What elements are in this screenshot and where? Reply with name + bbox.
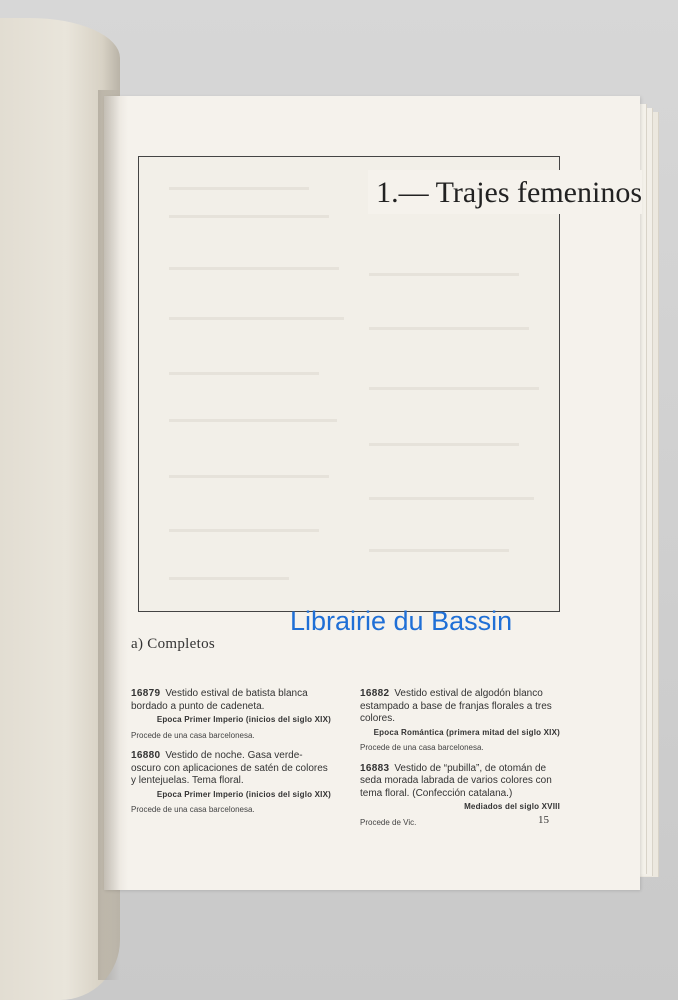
entry-description: Vestido estival de algodón blanco estampado a base de franjas florales a tres colores. <box>360 688 552 724</box>
watermark-text: Librairie du Bassin <box>290 606 513 636</box>
entry-number: 16879 <box>131 688 161 699</box>
entry-number: 16880 <box>131 750 161 761</box>
entry-period: Epoca Primer Imperio (inicios del siglo XIX) <box>156 789 331 799</box>
entry-description: Vestido estival de batista blanca bordado a punto de cadeneta. <box>131 688 308 712</box>
entry-period: Epoca Primer Imperio (inicios del siglo XIX) <box>156 715 331 724</box>
entry-number: 16883 <box>360 762 390 774</box>
book-gutter-shadow <box>98 90 120 980</box>
catalog-column-right <box>360 688 560 837</box>
book-page <box>104 96 640 890</box>
entry-description: Vestido de noche. Gasa verde-oscuro con aplicaciones de satén de colores y lentejuelas. Tema floral. <box>131 750 328 786</box>
catalog-entry <box>360 763 560 830</box>
facing-page-bleed-through <box>10 438 70 498</box>
entry-period: Mediados del siglo XVIII <box>464 802 560 811</box>
entry-number: 16882 <box>360 688 390 699</box>
entry-period: Epoca Romántica (primera mitad del siglo XIX) <box>373 727 560 737</box>
entry-origin: Procede de una casa barcelonesa. <box>131 730 255 740</box>
catalog-entry <box>131 750 331 817</box>
section-heading: a) Completos <box>131 636 216 652</box>
catalog-entry <box>360 688 560 755</box>
bleed-through-text <box>139 157 559 611</box>
entry-description: Vestido de “pubilla”, de otomán de seda morada labrada de varios colores con tema floral. (Confección catalana.) <box>360 762 552 799</box>
catalog-column-left <box>131 688 331 825</box>
page-number: 15 <box>538 814 549 826</box>
entry-origin: Procede de una casa barcelonesa. <box>131 805 255 814</box>
chapter-title: 1.— Trajes femeninos <box>368 170 642 214</box>
entry-origin: Procede de una casa barcelonesa. <box>360 743 484 752</box>
title-frame <box>138 156 560 612</box>
catalog-entry <box>131 688 331 742</box>
entry-origin: Procede de Vic. <box>360 817 417 827</box>
